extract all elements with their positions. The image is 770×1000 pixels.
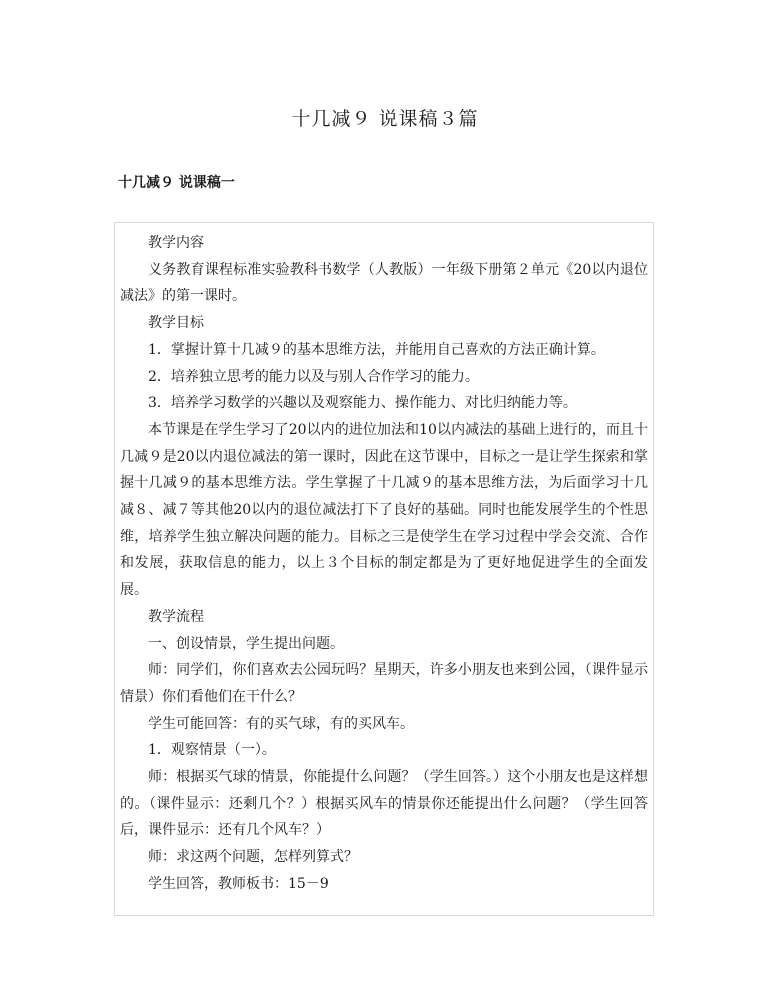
paragraph-teacher-formula: 师：求这两个问题，怎样列算式？: [148, 849, 358, 866]
paragraph-board-writing: 学生回答，教师板书：15－9: [148, 875, 329, 892]
heading-teaching-goals: 教学目标: [148, 315, 204, 332]
goal-item-2: 2．培养独立思考的能力以及与别人合作学习的能力。: [148, 368, 479, 385]
content-box: [114, 222, 654, 916]
paragraph-content-desc: 义务教育课程标准实验教科书数学（人教版）一年级下册第２单元《20以内退位减法》的第一课时。: [120, 261, 648, 305]
goal-item-1: 1．掌握计算十几减９的基本思维方法，并能用自己喜欢的方法正确计算。: [148, 341, 605, 358]
paragraph-lesson-rationale: 本节课是在学生学习了20以内的进位加法和10以内减法的基础上进行的，而且十几减９是20以内退位减法的第一课时，因此在这节课中，目标之一是让学生探索和掌握十几减９的基本思维方法。学生掌握了十几减９的基本思维方法，为后面学习十几减８、减７等其他20以内的退位减法打下了良好的基础。同时也能发展学生的个性思维，培养学生独立解决问题的能力。目标之三是使学生在学习过程中学会交流、合作和发展，获取信息的能力，以上３个目标的制定都是为了更好地促进学生的全面发展。: [120, 421, 648, 599]
heading-teaching-process: 教学流程: [148, 608, 204, 625]
observe-scene-1: 1．观察情景（一）。: [148, 742, 276, 759]
section-subtitle: 十几减９ 说课稿一: [118, 175, 235, 191]
heading-teaching-content: 教学内容: [148, 235, 204, 251]
paragraph-teacher-question: 师：根据买气球的情景，你能提什么问题？（学生回答。）这个小朋友也是这样想的。（课件显示：还剩几个？）根据买风车的情景你还能提出什么问题？（学生回答后，课件显示：还有几个风车？）: [120, 769, 648, 839]
document-title: 十几减９ 说课稿３篇: [291, 108, 479, 130]
paragraph-student-answer: 学生可能回答：有的买气球，有的买风车。: [148, 715, 414, 732]
goal-item-3: 3．培养学习数学的兴趣以及观察能力、操作能力、对比归纳能力等。: [148, 395, 577, 412]
body-text: [115, 223, 653, 898]
process-step-1: 一、创设情景，学生提出问题。: [148, 635, 344, 652]
paragraph-teacher-intro: 师：同学们，你们喜欢去公园玩吗？星期天，许多小朋友也来到公园，（课件显示情景）你们看他们在干什么？: [120, 662, 648, 705]
